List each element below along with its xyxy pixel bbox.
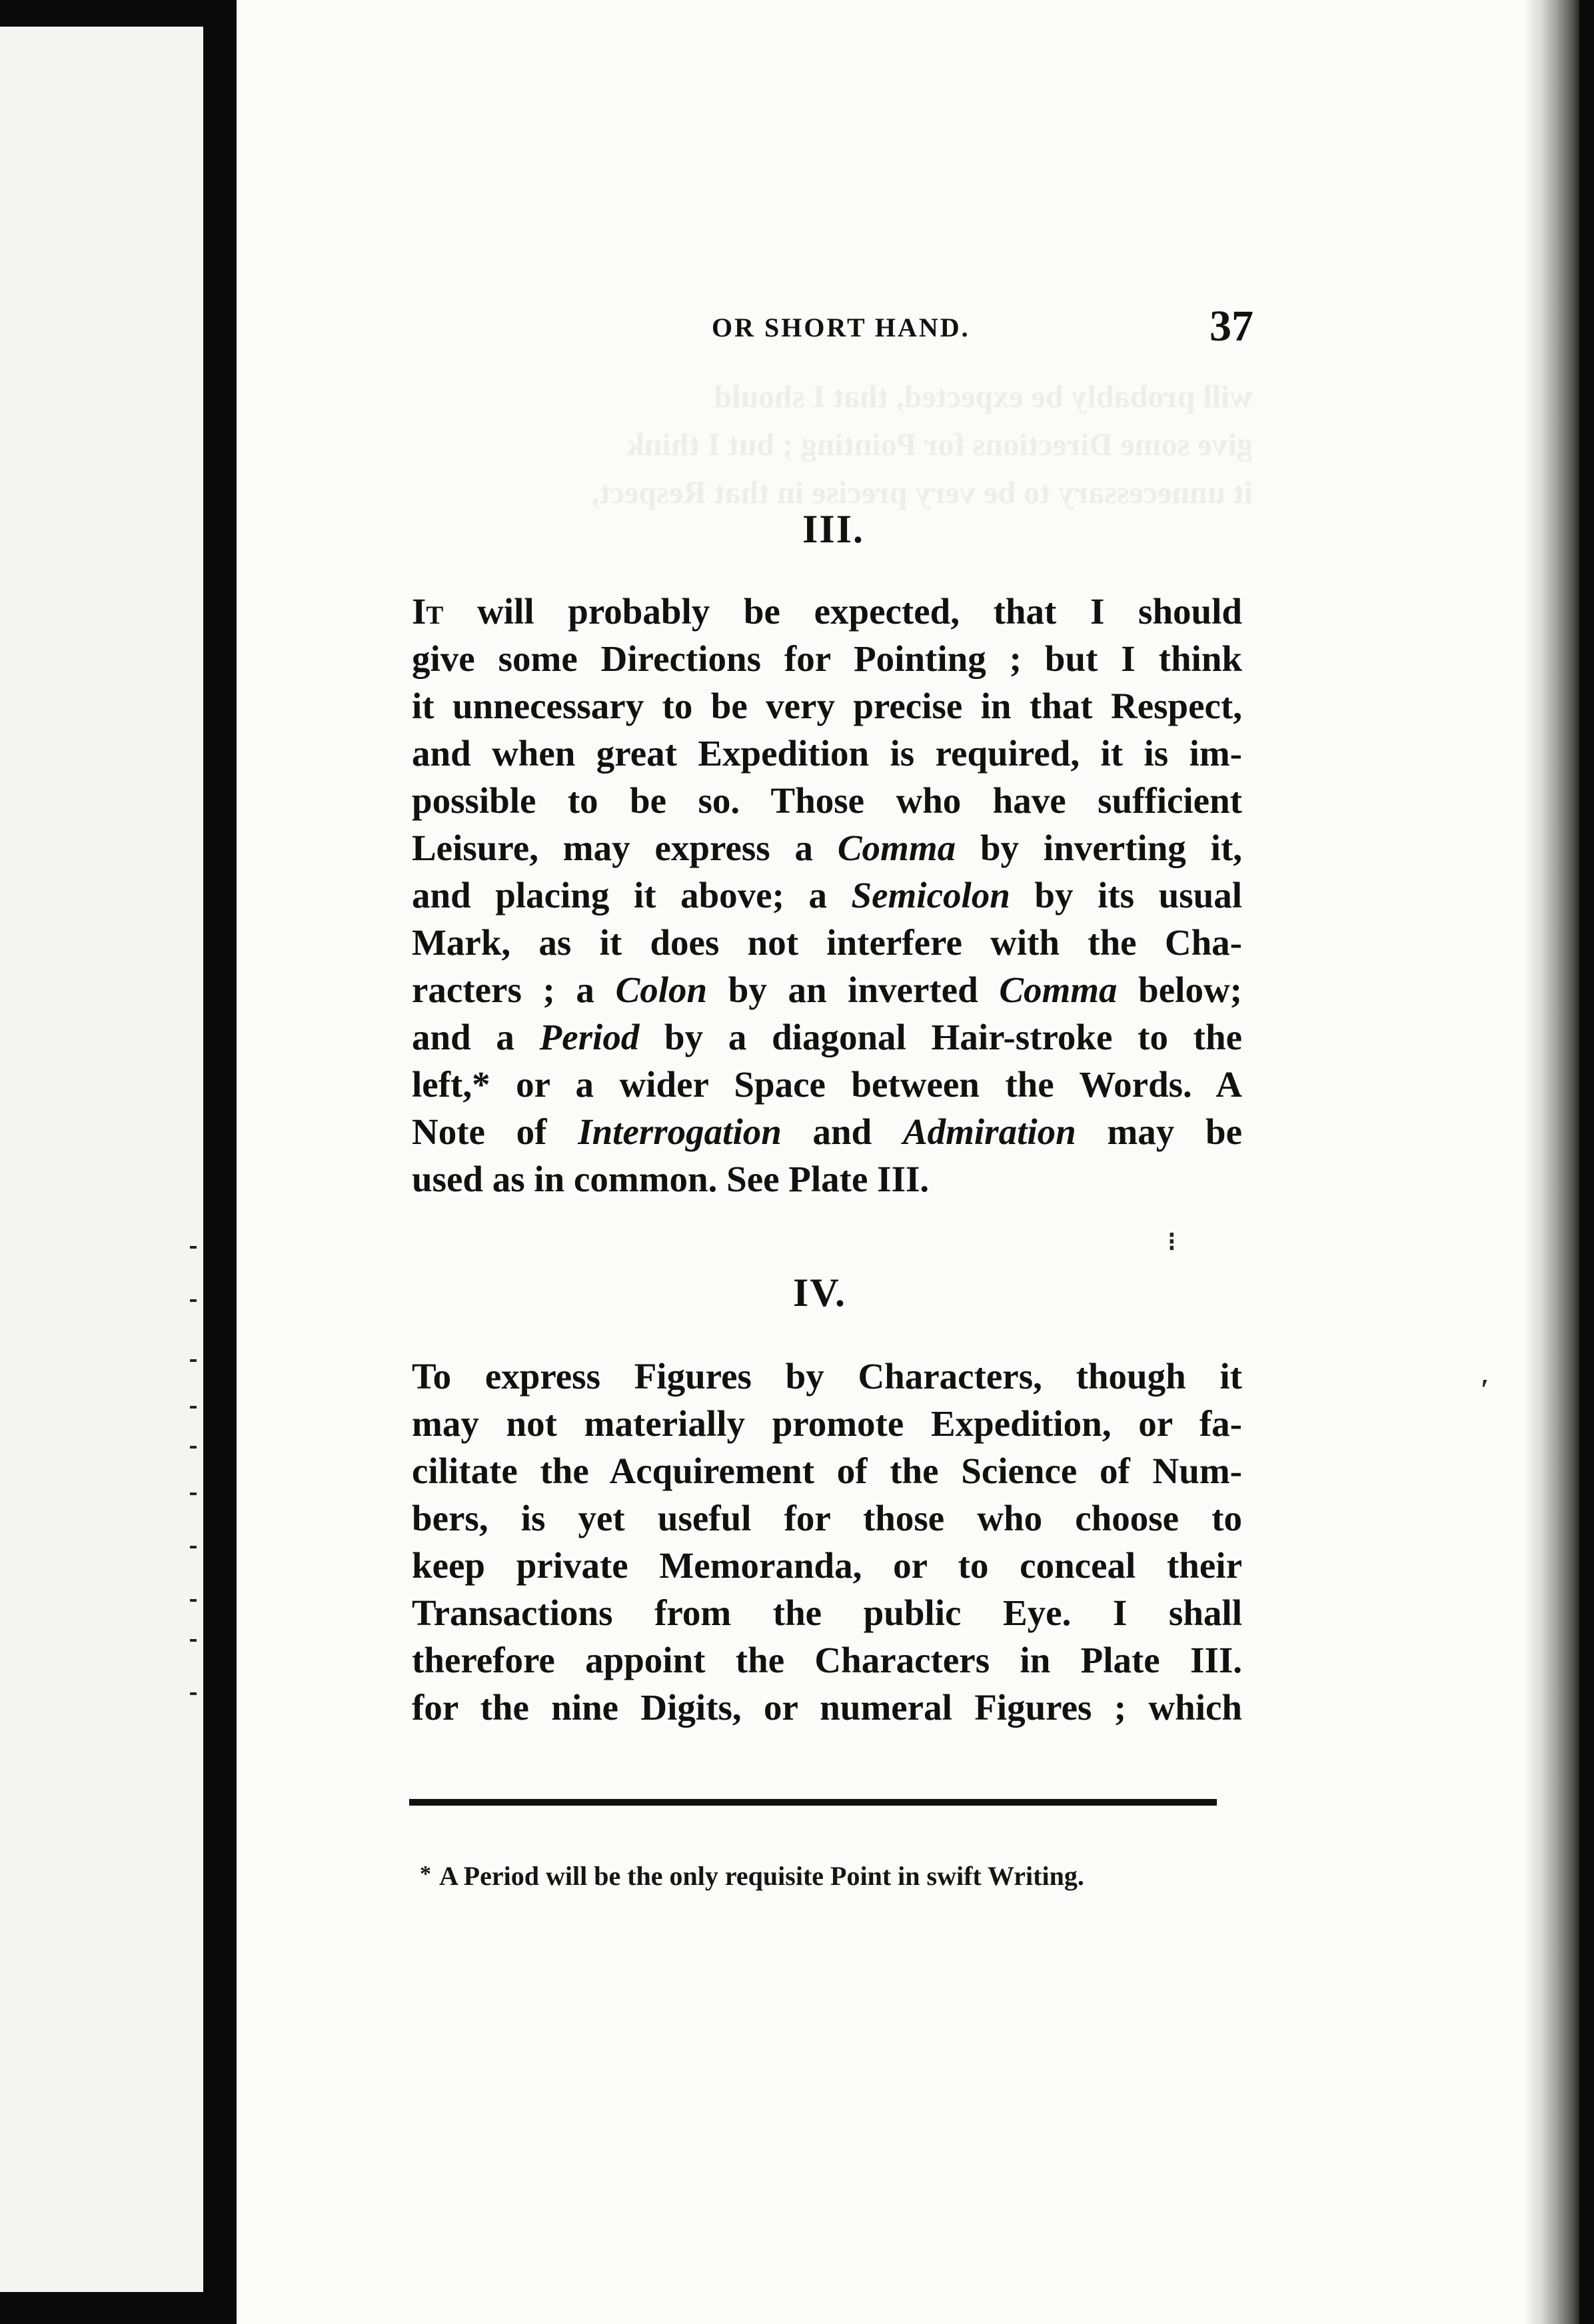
paragraph-line: therefore appoint the Characters in Plate III. [412,1640,1242,1680]
line-text: racters ; a [412,969,616,1010]
paragraph-line [412,1155,1242,1203]
italic-term: Colon [615,969,708,1010]
italic-term: Semicolon [851,875,1010,915]
paragraph-line: keep private Memoranda, or to conceal their [412,1545,1242,1586]
footnote-text: A Period will be the only requisite Point in swift Writing. [439,1861,1084,1891]
line-text: and [781,1111,903,1152]
line-text: Note of [412,1111,578,1152]
footnote [420,1860,1084,1892]
drop-word: It [412,591,444,632]
paragraph-line: To express Figures by Characters, though it [412,1356,1242,1397]
line-text: by a diagonal Hair-stroke to the [639,1017,1242,1057]
page-fore-edge [1526,0,1579,2324]
paragraph-line: cilitate the Acquirement of the Science of Num- [412,1451,1242,1491]
paragraph-line [412,635,1242,682]
line-text: and a [412,1017,540,1057]
paragraph-line [412,824,1242,872]
italic-term: Interrogation [578,1111,782,1152]
section-iv-paragraph [412,1353,1242,1731]
paragraph-line [412,588,1242,635]
ink-mark: ⁝ [1168,1227,1176,1257]
bleed-line: will probably be expected, that I should [714,379,1253,414]
section-heading-iii: III. [802,507,865,551]
line-text: Mark, as it does not interfere with the Cha- [412,922,1242,963]
paragraph-line [412,730,1242,777]
paragraph-line [412,1061,1242,1108]
paragraph-line [412,1108,1242,1155]
line-text: by an inverted [707,969,1000,1010]
line-text: will probably be expected, that I should [443,591,1242,632]
facing-page [0,27,203,2292]
paragraph-line: Transactions from the public Eye. I shall [412,1592,1242,1633]
paragraph-line [412,682,1242,730]
line-text: by inverting it, [956,828,1243,868]
line-text: it unnecessary to be very precise in that Respect, [412,686,1242,726]
italic-term: Comma [999,969,1118,1010]
page-number: 37 [1209,302,1253,350]
line-text: Leisure, may express a [412,828,838,868]
line-text: may be [1076,1111,1242,1152]
section-heading-iv: IV. [793,1271,846,1315]
line-text: give some Directions for Pointing ; but I think [412,638,1242,679]
paragraph-line: bers, is yet useful for those who choose to [412,1498,1242,1538]
italic-term: Comma [837,828,956,868]
line-text: below; [1117,969,1243,1010]
section-iii-paragraph [412,588,1242,1203]
footnote-marker: * [420,1862,431,1886]
line-text: used as in common. See Plate III. [412,1159,930,1199]
bleed-line: give some Directions for Pointing ; but I think [626,427,1253,462]
italic-term: Period [539,1017,640,1057]
bleed-line: it unnecessary to be very precise in that Respect, [591,475,1253,510]
line-text: and placing it above; a [412,875,852,915]
paragraph-line [412,872,1242,919]
line-text: by its usual [1010,875,1242,915]
bleed-through-text [426,373,1253,517]
ink-mark: ʹ [1481,1373,1489,1406]
line-text: possible to be so. Those who have sufficient [412,780,1242,821]
paragraph-line [412,966,1242,1013]
paragraph-line [412,777,1242,824]
line-text: and when great Expedition is required, it is im- [412,733,1242,774]
running-head: OR SHORT HAND. [712,312,970,342]
paragraph-line: may not materially promote Expedition, or fa- [412,1403,1242,1444]
italic-term: Admiration [902,1111,1076,1152]
paragraph-line: for the nine Digits, or numeral Figures ; which [412,1687,1242,1728]
paragraph-line [412,919,1242,966]
paragraph-line [412,1013,1242,1061]
facing-page-edge-text [190,1226,203,1892]
line-text: left,* or a wider Space between the Words. A [412,1064,1242,1105]
footnote-rule [409,1799,1217,1806]
